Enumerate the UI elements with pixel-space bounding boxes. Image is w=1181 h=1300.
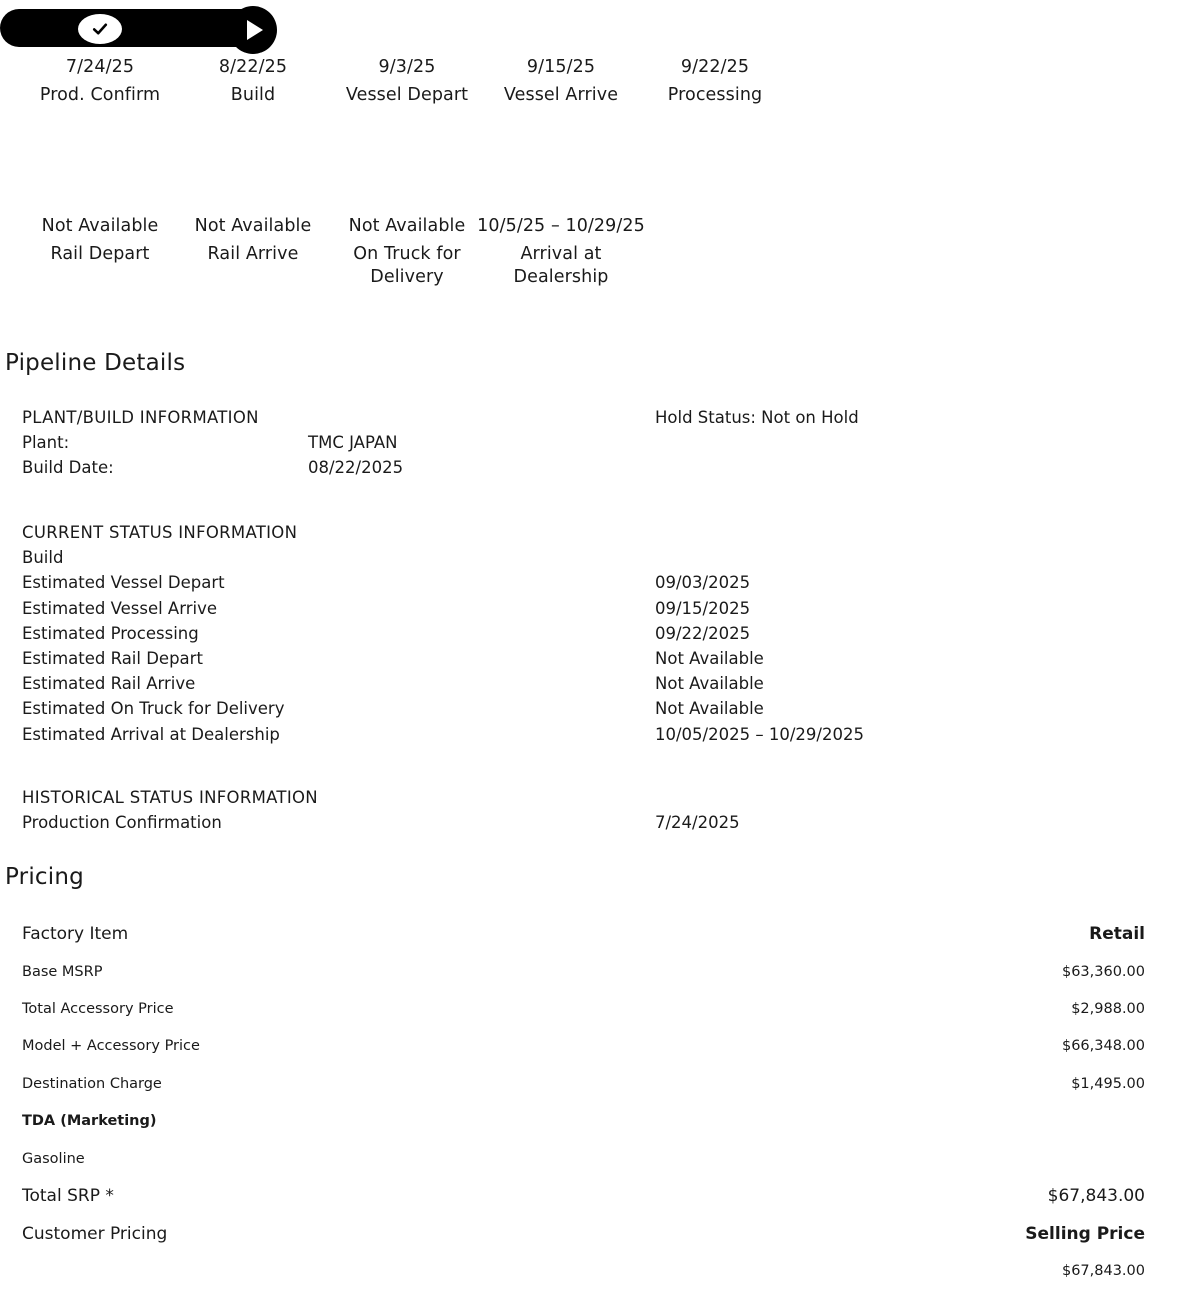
status-label: Estimated On Truck for Delivery xyxy=(22,699,285,719)
pricing-row-label: Model + Accessory Price xyxy=(22,1038,200,1054)
historical-status-heading: HISTORICAL STATUS INFORMATION xyxy=(22,788,318,807)
selling-price-header: Selling Price xyxy=(1025,1223,1145,1244)
pricing-row-label: Destination Charge xyxy=(22,1075,162,1092)
pricing-row xyxy=(0,962,1181,999)
pricing-row-label: Gasoline xyxy=(22,1150,85,1167)
plant-build-heading: PLANT/BUILD INFORMATION xyxy=(22,408,259,427)
historical-status-information-block xyxy=(22,785,1162,835)
current-status-heading: CURRENT STATUS INFORMATION xyxy=(22,523,298,542)
pricing-table xyxy=(0,924,1181,1299)
pricing-column-header-value: Retail xyxy=(1089,924,1145,944)
stage-label: Rail Arrive xyxy=(207,244,299,264)
current-status-information-block xyxy=(22,520,1162,747)
status-label: Estimated Vessel Arrive xyxy=(22,598,217,618)
pricing-row xyxy=(0,1074,1181,1112)
status-label: Estimated Processing xyxy=(22,623,199,643)
pricing-row-label: Base MSRP xyxy=(22,963,103,980)
stage-label: Vessel Arrive xyxy=(503,85,619,105)
stage-date: 9/22/25 xyxy=(680,57,750,77)
pricing-row xyxy=(0,1149,1181,1187)
status-value: 09/03/2025 xyxy=(655,573,751,593)
play-circle-icon[interactable] xyxy=(229,6,277,54)
timeline-stage-vessel-depart[interactable] xyxy=(317,56,497,107)
history-row xyxy=(22,810,1162,835)
hold-status-text: Hold Status: Not on Hold xyxy=(655,408,859,427)
plant-value: TMC JAPAN xyxy=(308,433,398,453)
current-stage-row xyxy=(22,545,1162,570)
status-label: Estimated Arrival at Dealership xyxy=(22,724,280,744)
stage-label: Processing xyxy=(667,85,763,105)
history-label: Production Confirmation xyxy=(22,813,222,833)
selling-price-row xyxy=(0,1261,1181,1299)
pricing-row-value: $2,988.00 xyxy=(1071,1000,1145,1017)
pricing-table-header xyxy=(0,924,1181,962)
pipeline-details-heading: Pipeline Details xyxy=(5,350,186,376)
timeline-stage-processing[interactable] xyxy=(625,56,805,107)
stage-date: 7/24/25 xyxy=(65,57,135,77)
status-value: 09/22/2025 xyxy=(655,623,751,643)
stage-date: 9/15/25 xyxy=(526,57,596,77)
plant-label: Plant: xyxy=(22,433,70,453)
total-srp-label: Total SRP * xyxy=(22,1186,114,1206)
timeline-stage-build[interactable] xyxy=(163,56,343,107)
status-row xyxy=(22,722,1162,747)
pricing-column-header-item: Factory Item xyxy=(22,924,129,944)
check-circle-icon[interactable] xyxy=(78,14,122,44)
status-row xyxy=(22,621,1162,646)
pricing-row-label: Total Accessory Price xyxy=(22,1000,174,1017)
timeline-stage-on-truck-for-delivery[interactable] xyxy=(317,215,497,289)
customer-pricing-label: Customer Pricing xyxy=(22,1223,168,1244)
stage-label: Build xyxy=(230,85,276,105)
build-date-row xyxy=(22,455,1162,480)
pricing-row-value: $1,495.00 xyxy=(1071,1075,1145,1092)
timeline-stage-rail-arrive[interactable] xyxy=(163,215,343,266)
build-date-value: 08/22/2025 xyxy=(308,458,404,478)
stage-date: 9/3/25 xyxy=(378,57,436,77)
stage-date: Not Available xyxy=(194,216,312,236)
stage-label: Prod. Confirm xyxy=(39,85,161,105)
plant-build-information-block xyxy=(22,405,1162,481)
stage-date: Not Available xyxy=(348,216,466,236)
status-label: Estimated Rail Arrive xyxy=(22,674,196,694)
status-row xyxy=(22,570,1162,595)
stage-label: Vessel Depart xyxy=(345,85,469,105)
stage-date: Not Available xyxy=(41,216,159,236)
timeline-stage-arrival-at-dealership[interactable] xyxy=(471,215,651,289)
history-value: 7/24/2025 xyxy=(655,813,740,833)
status-value: Not Available xyxy=(655,699,764,719)
stage-label: Arrival at Dealership xyxy=(513,244,609,287)
customer-pricing-row xyxy=(0,1224,1181,1262)
pricing-row-value: $66,348.00 xyxy=(1061,1038,1145,1054)
plant-row xyxy=(22,430,1162,455)
status-row xyxy=(22,596,1162,621)
stage-date: 8/22/25 xyxy=(218,57,288,77)
status-value: 10/05/2025 – 10/29/2025 xyxy=(655,724,864,744)
status-value: Not Available xyxy=(655,648,764,668)
status-label: Estimated Vessel Depart xyxy=(22,573,225,593)
status-row xyxy=(22,671,1162,696)
stage-date: 10/5/25 – 10/29/25 xyxy=(477,216,645,236)
status-row xyxy=(22,696,1162,721)
stage-label: On Truck for Delivery xyxy=(353,244,461,287)
pricing-row-label: TDA (Marketing) xyxy=(22,1113,157,1129)
progress-track xyxy=(0,6,300,50)
pipeline-timeline xyxy=(0,0,1181,330)
pricing-row xyxy=(0,999,1181,1037)
status-value: Not Available xyxy=(655,674,764,694)
status-row xyxy=(22,646,1162,671)
pricing-row xyxy=(0,1036,1181,1074)
stage-label: Rail Depart xyxy=(50,244,150,264)
status-label: Estimated Rail Depart xyxy=(22,648,203,668)
pricing-row xyxy=(0,1111,1181,1149)
status-value: 09/15/2025 xyxy=(655,598,751,618)
timeline-stage-vessel-arrive[interactable] xyxy=(471,56,651,107)
current-stage-label: Build xyxy=(22,548,64,568)
pricing-total-row xyxy=(0,1186,1181,1224)
pricing-row-value: $63,360.00 xyxy=(1061,963,1145,980)
build-date-label: Build Date: xyxy=(22,458,114,478)
selling-price-value: $67,843.00 xyxy=(1061,1263,1145,1279)
pricing-heading: Pricing xyxy=(5,864,84,890)
total-srp-value: $67,843.00 xyxy=(1047,1186,1145,1206)
